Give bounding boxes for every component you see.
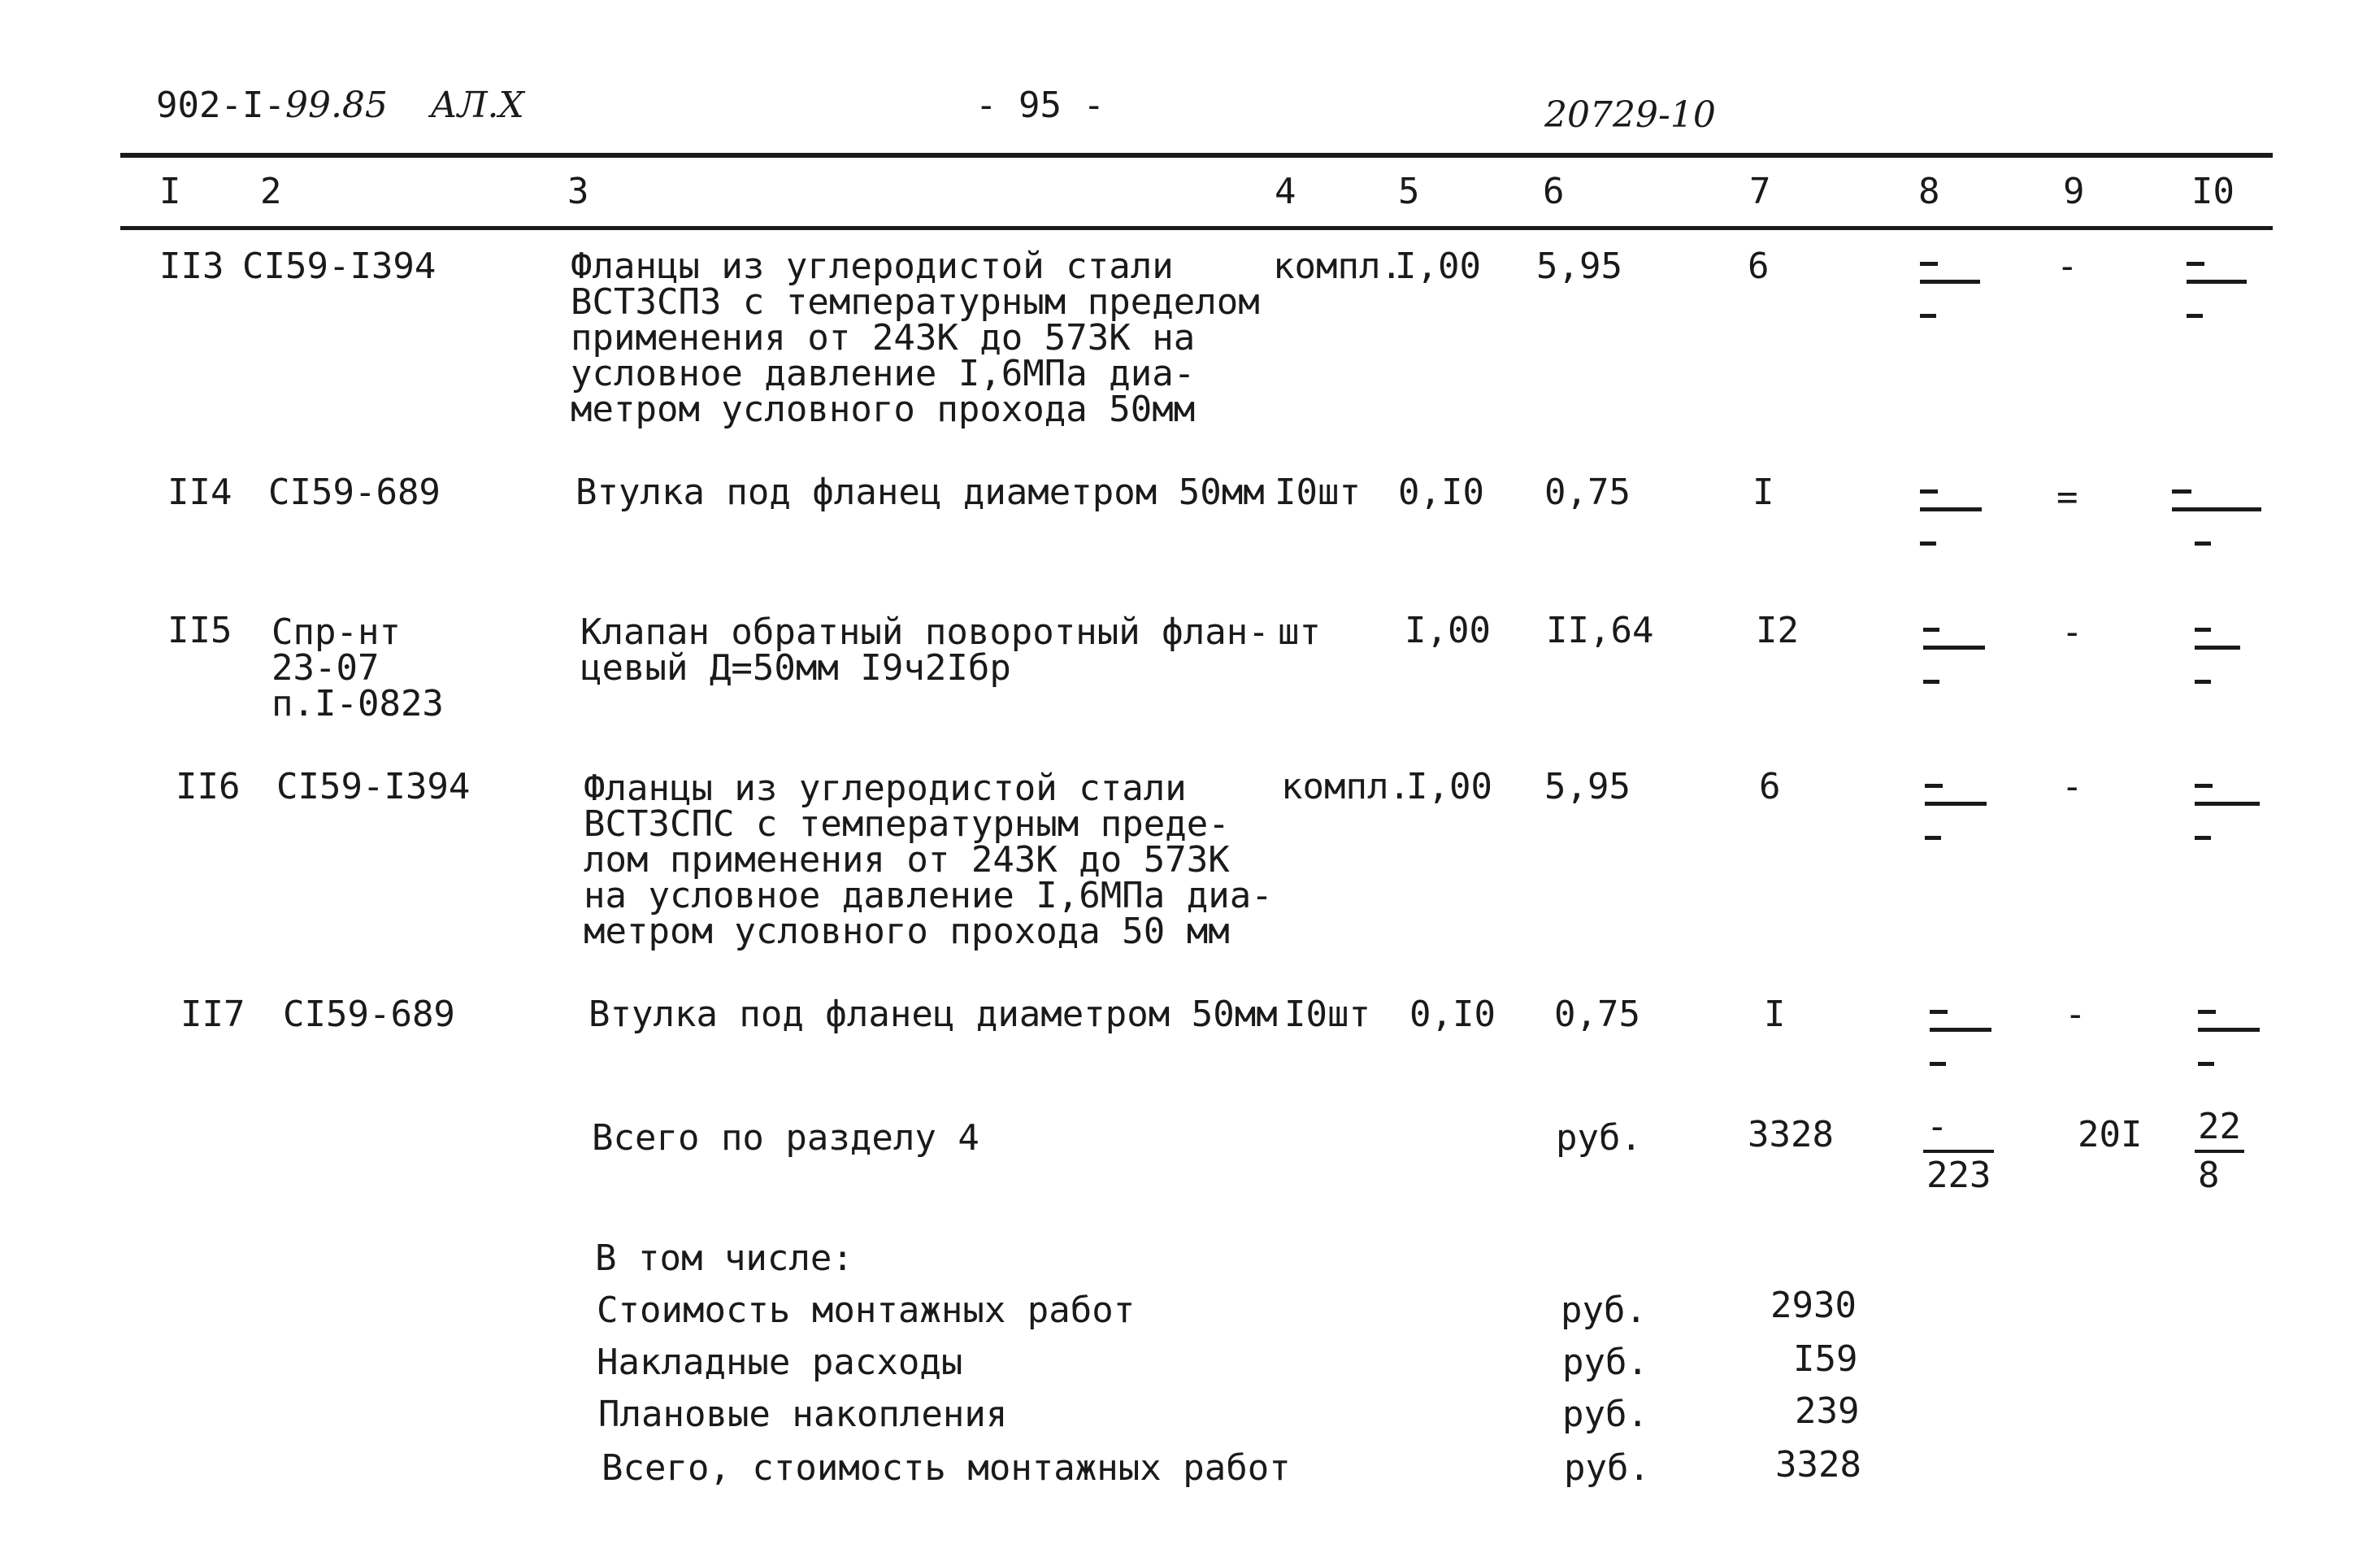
- col-header-3: 3: [567, 171, 589, 212]
- row-total: 6: [1748, 246, 1770, 287]
- row-code: СI59-I394: [242, 246, 436, 287]
- row-col9: -: [2065, 994, 2087, 1035]
- breakdown-amount: 239: [1795, 1390, 1860, 1432]
- row-total: 6: [1759, 766, 1781, 807]
- dash-mark: [1925, 784, 1943, 788]
- row-price: 0,75: [1544, 472, 1631, 513]
- col-header-10: I0: [2191, 171, 2235, 212]
- col10-denominator: 8: [2198, 1155, 2220, 1196]
- row-col9: -: [2056, 246, 2078, 287]
- row-number: II6: [176, 766, 241, 807]
- row-price: 0,75: [1554, 994, 1640, 1035]
- dash-mark: [1925, 836, 1941, 840]
- row-unit: шт: [1278, 611, 1321, 653]
- row-col9: =: [2056, 476, 2078, 518]
- row-col9: -: [2061, 611, 2083, 653]
- breakdown-label: Всего, стоимость монтажных работ: [602, 1447, 1291, 1489]
- col8-numerator: -: [1923, 1109, 1994, 1153]
- row-description: Фланцы из углеродистой стали ВСТ3СПС с температурным преде- лом применения от 243К до 573К на условное давление I,6МПа диа- метром условного прохода 50 мм: [584, 768, 1273, 952]
- dash-mark: [2198, 1028, 2260, 1032]
- dash-mark: [2195, 836, 2211, 840]
- row-price: 5,95: [1544, 766, 1631, 807]
- dash-mark: [1923, 628, 1939, 632]
- col-header-4: 4: [1275, 171, 1296, 212]
- row-description: Втулка под фланец диаметром 50мм: [588, 994, 1278, 1035]
- dash-mark: [1920, 280, 1980, 284]
- row-description: Клапан обратный поворотный флан- цевый Д=50мм I9ч2Iбр: [580, 611, 1270, 689]
- doc-number: 20729-10: [1544, 94, 1716, 136]
- col-header-8: 8: [1918, 171, 1940, 212]
- breakdown-unit: руб.: [1562, 1342, 1648, 1383]
- row-number: II5: [167, 610, 232, 651]
- dash-mark: [2195, 542, 2211, 546]
- row-number: II7: [180, 994, 245, 1035]
- row-number: II3: [159, 246, 224, 287]
- breakdown-amount: 3328: [1775, 1444, 1861, 1486]
- breakdown-unit: руб.: [1564, 1447, 1650, 1489]
- breakdown-amount: I59: [1793, 1338, 1858, 1380]
- page-number: - 95 -: [975, 85, 1105, 126]
- dash-mark: [2172, 507, 2261, 511]
- section-total-unit: руб.: [1556, 1117, 1642, 1159]
- col-header-7: 7: [1749, 171, 1771, 212]
- dash-mark: [2198, 1062, 2214, 1066]
- dash-mark: [1920, 542, 1936, 546]
- row-total: I: [1764, 994, 1786, 1035]
- dash-mark: [2172, 489, 2191, 494]
- dash-mark: [1920, 507, 1982, 511]
- section-total-label: Всего по разделу 4: [592, 1117, 979, 1159]
- col-header-2: 2: [260, 171, 282, 212]
- row-qty: I,00: [1395, 246, 1481, 287]
- section-total-col9: 20I: [2078, 1114, 2143, 1155]
- col10-numerator: 22: [2195, 1109, 2244, 1153]
- section-total-col8: [1923, 1106, 1994, 1196]
- row-price: II,64: [1546, 610, 1654, 651]
- breakdown-unit: руб.: [1561, 1290, 1647, 1331]
- dash-mark: [1920, 262, 1938, 266]
- row-code: СI59-689: [283, 994, 455, 1035]
- col-header-6: 6: [1543, 171, 1565, 212]
- dash-mark: [1930, 1010, 1948, 1014]
- section-total-amount: 3328: [1748, 1114, 1834, 1155]
- row-description: Фланцы из углеродистой стали ВСТ3СП3 с температурным пределом применения от 243К до 573К на условное давление I,6МПа диа- метром условного прохода 50мм: [571, 246, 1260, 430]
- row-total: I: [1752, 472, 1774, 513]
- dash-mark: [2187, 314, 2203, 318]
- row-qty: 0,I0: [1398, 472, 1484, 513]
- dash-mark: [2198, 1010, 2216, 1014]
- top-rule: [120, 153, 2273, 158]
- row-code: Спр-нт 23-07 п.I-0823: [271, 611, 444, 724]
- breakdown-label: Накладные расходы: [597, 1342, 963, 1383]
- row-unit: I0шт: [1284, 994, 1370, 1035]
- col-header-9: 9: [2063, 171, 2085, 212]
- dash-mark: [2195, 646, 2240, 650]
- breakdown-label: Плановые накопления: [598, 1394, 1008, 1435]
- dash-mark: [2187, 280, 2247, 284]
- row-qty: I,00: [1406, 766, 1492, 807]
- breakdown-label: Стоимость монтажных работ: [597, 1290, 1136, 1331]
- col-header-1: I: [159, 171, 181, 212]
- code-suffix: АЛ.Х: [430, 85, 524, 126]
- row-code: СI59-689: [268, 472, 441, 513]
- row-number: II4: [167, 472, 232, 513]
- dash-mark: [1930, 1062, 1946, 1066]
- dash-mark: [2195, 784, 2213, 788]
- dash-mark: [2187, 262, 2204, 266]
- breakdown-amount: 2930: [1770, 1285, 1857, 1326]
- dash-mark: [1923, 646, 1985, 650]
- breakdown-heading: В том числе:: [595, 1238, 853, 1279]
- code-printed: 902-I-: [156, 85, 285, 126]
- code-handwritten: 99.85: [284, 85, 388, 126]
- row-qty: 0,I0: [1409, 994, 1496, 1035]
- dash-mark: [1920, 314, 1936, 318]
- row-price: 5,95: [1536, 246, 1622, 287]
- row-description: Втулка под фланец диаметром 50мм: [575, 472, 1265, 513]
- col-header-5: 5: [1398, 171, 1420, 212]
- dash-mark: [2195, 680, 2211, 684]
- breakdown-unit: руб.: [1562, 1394, 1648, 1435]
- dash-mark: [1925, 802, 1987, 806]
- row-total: I2: [1756, 610, 1799, 651]
- document-code: [156, 85, 524, 126]
- col8-denominator: 223: [1926, 1155, 1991, 1196]
- dash-mark: [1920, 489, 1938, 494]
- dash-mark: [1930, 1028, 1991, 1032]
- row-qty: I,00: [1405, 610, 1491, 651]
- row-unit: I0шт: [1275, 472, 1361, 513]
- section-total-col10: [2195, 1106, 2244, 1196]
- dash-mark: [1923, 680, 1939, 684]
- row-code: СI59-I394: [276, 766, 471, 807]
- row-unit: компл.: [1281, 766, 1410, 807]
- row-unit: компл.: [1273, 246, 1402, 287]
- dash-mark: [2195, 802, 2260, 806]
- row-col9: -: [2061, 766, 2083, 807]
- dash-mark: [2195, 628, 2211, 632]
- header-rule: [120, 226, 2273, 230]
